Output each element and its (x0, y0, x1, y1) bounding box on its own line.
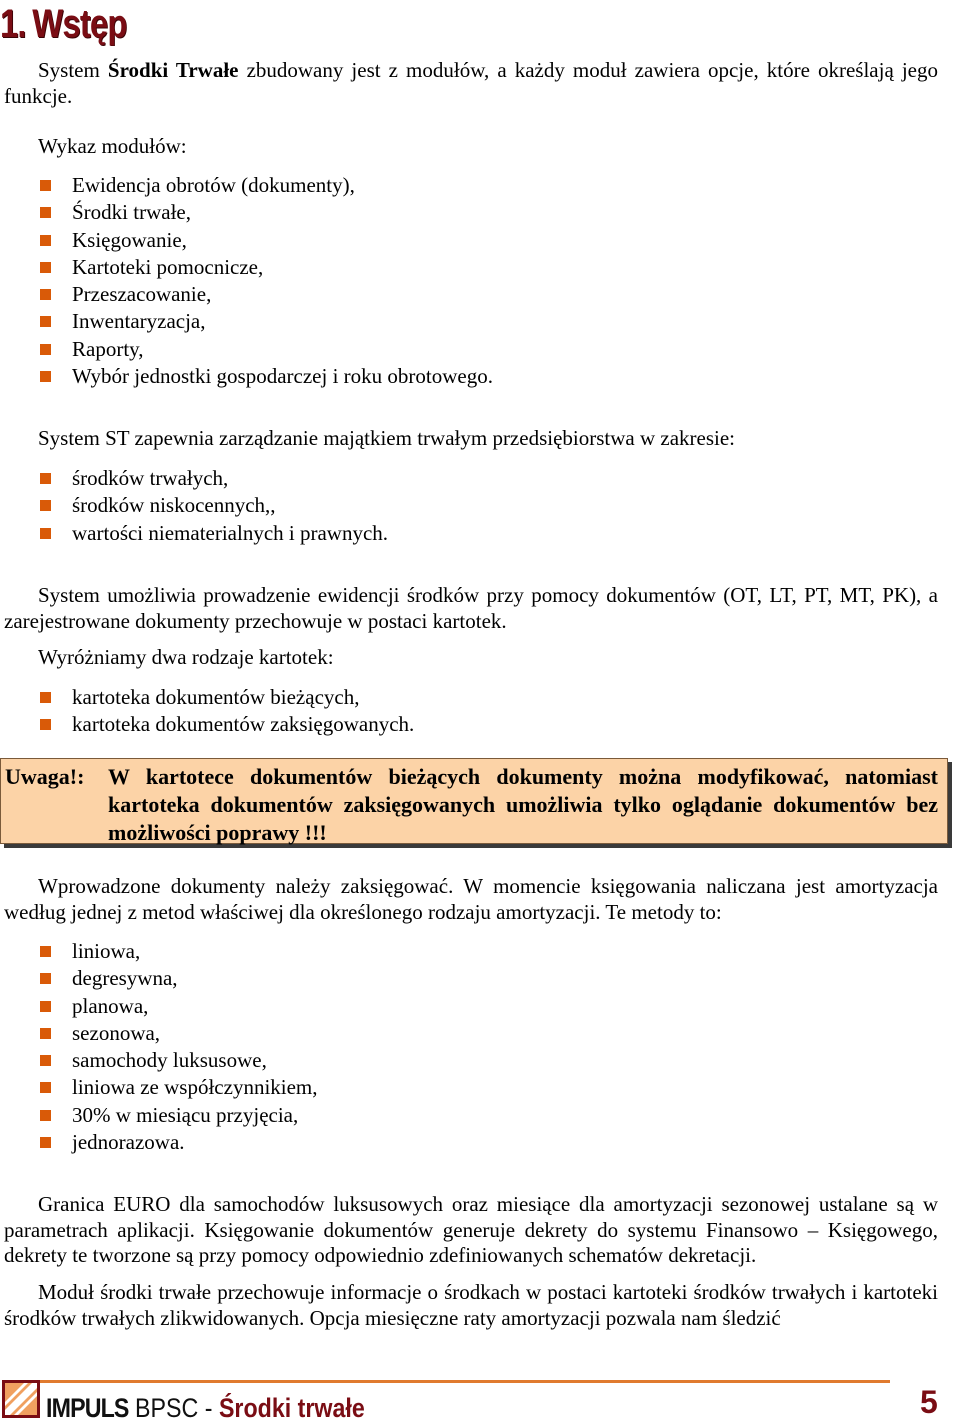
scope-intro: System ST zapewnia zarządzanie majątkiem trwałym przedsiębiorstwa w zakresie: (38, 426, 736, 450)
bullet-square-icon (40, 692, 51, 703)
footer-brand (46, 1393, 365, 1423)
brand-impuls: IMPULS (46, 1393, 129, 1423)
list-item: Wybór jednostki gospodarczej i roku obrotowego. (38, 363, 493, 390)
list-item: wartości niematerialnych i prawnych. (38, 520, 388, 547)
bullet-square-icon (40, 1001, 51, 1012)
bullet-square-icon (40, 1055, 51, 1066)
bullet-square-icon (40, 289, 51, 300)
list-item: planowa, (38, 993, 318, 1020)
warning-text: W kartotece dokumentów bieżących dokumenty można modyfikować, natomiast kartoteka dokumentów zaksięgowanych umożliwia tylko oglądanie dokumentów bez możliwości poprawy !!! (108, 764, 938, 845)
list-item: Inwentaryzacja, (38, 308, 493, 335)
brand-dash: - (204, 1393, 213, 1423)
bullet-square-icon (40, 180, 51, 191)
list-item: degresywna, (38, 965, 318, 992)
section-number: 1. (0, 2, 26, 46)
euro-limit-paragraph: Granica EURO dla samochodów luksusowych oraz miesiące dla amortyzacji sezonowej ustalane są w parametrach aplikacji. Księgowanie dokumentów generuje dekrety do systemu Finansowo – Księgowego, dekrety te tworzone są przy pomocy odpowiednio zdefiniowanych schematów dekretacji. (4, 1192, 938, 1267)
list-item: samochody luksusowe, (38, 1047, 318, 1074)
bullet-square-icon (40, 500, 51, 511)
list-item: Raporty, (38, 336, 493, 363)
list-item: liniowa ze współczynnikiem, (38, 1074, 318, 1101)
warning-box (0, 758, 948, 844)
card-types-intro: Wyróżniamy dwa rodzaje kartotek: (38, 645, 334, 669)
section-title: Wstęp (32, 2, 127, 46)
bullet-square-icon (40, 1082, 51, 1093)
system-name: Środki Trwałe (107, 58, 239, 82)
bullet-square-icon (40, 344, 51, 355)
bullet-square-icon (40, 528, 51, 539)
bullet-square-icon (40, 946, 51, 957)
list-item: 30% w miesiącu przyjęcia, (38, 1102, 318, 1129)
bullet-square-icon (40, 235, 51, 246)
list-item: środków trwałych, (38, 465, 388, 492)
bullet-square-icon (40, 1028, 51, 1039)
brand-bpsc: BPSC (135, 1393, 199, 1423)
amortization-methods-list (38, 938, 318, 1156)
page-number: 5 (920, 1384, 938, 1420)
bullet-square-icon (40, 316, 51, 327)
bullet-square-icon (40, 473, 51, 484)
warning-label: Uwaga!: (5, 764, 85, 789)
list-item: Księgowanie, (38, 227, 493, 254)
list-item: sezonowa, (38, 1020, 318, 1047)
bullet-square-icon (40, 1137, 51, 1148)
posting-paragraph: Wprowadzone dokumenty należy zaksięgować. W momencie księgowania naliczana jest amortyzacja według jednej z metod właściwej dla określonego rodzaju amortyzacji. Te metody to: (4, 874, 938, 924)
intro-paragraph: System Środki Trwałe zbudowany jest z modułów, a każdy moduł zawiera opcje, które określają jego funkcje. (4, 58, 938, 108)
list-item: Środki trwałe, (38, 199, 493, 226)
list-item: Ewidencja obrotów (dokumenty), (38, 172, 493, 199)
list-item: jednorazowa. (38, 1129, 318, 1156)
documents-paragraph: System umożliwia prowadzenie ewidencji środków przy pomocy dokumentów (OT, LT, PT, MT, PK), a zarejestrowane dokumenty przechowuje w postaci kartotek. (4, 583, 938, 633)
list-item: kartoteka dokumentów zaksięgowanych. (38, 711, 414, 738)
module-info-paragraph: Moduł środki trwałe przechowuje informacje o środkach w postaci kartoteki środków trwałych i kartoteki środków trwałych zlikwidowanych. Opcja miesięczne raty amortyzacji pozwala nam śledzić (4, 1280, 938, 1330)
modules-list (38, 172, 493, 390)
bullet-square-icon (40, 262, 51, 273)
modules-intro: Wykaz modułów: (38, 134, 187, 158)
bullet-square-icon (40, 719, 51, 730)
scope-list (38, 465, 388, 547)
list-item: Przeszacowanie, (38, 281, 493, 308)
section-heading (0, 2, 127, 47)
card-types-list (38, 684, 414, 739)
bullet-square-icon (40, 371, 51, 382)
bullet-square-icon (40, 1110, 51, 1121)
list-item: środków niskocennych,, (38, 492, 388, 519)
brand-module: Środki trwałe (218, 1393, 365, 1423)
bullet-square-icon (40, 973, 51, 984)
impuls-logo-icon (2, 1380, 40, 1418)
list-item: liniowa, (38, 938, 318, 965)
footer-divider (4, 1380, 890, 1383)
bullet-square-icon (40, 207, 51, 218)
list-item: Kartoteki pomocnicze, (38, 254, 493, 281)
list-item: kartoteka dokumentów bieżących, (38, 684, 414, 711)
